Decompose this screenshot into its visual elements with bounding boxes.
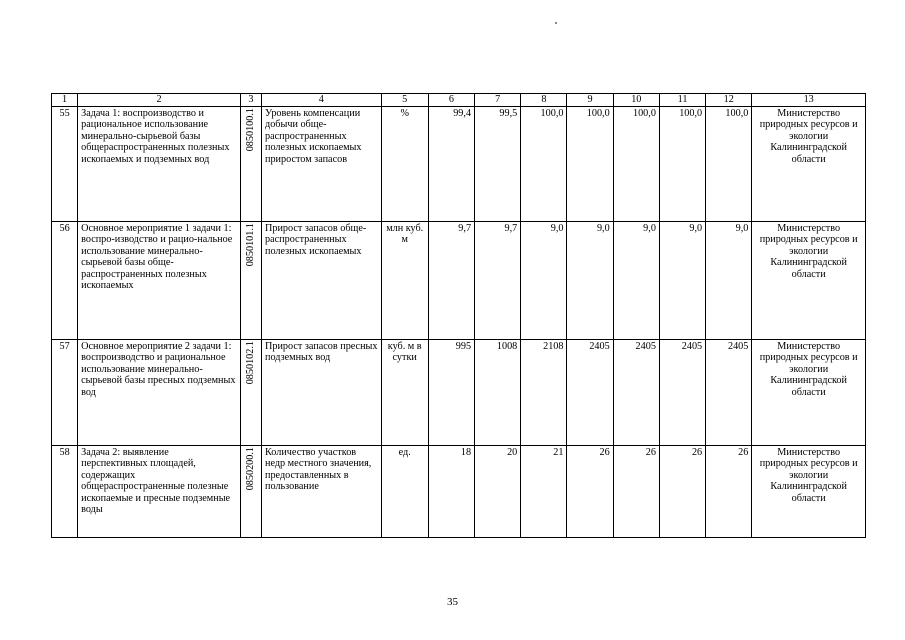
value-col-9: 9,0 xyxy=(567,222,613,340)
unit: млн куб. м xyxy=(381,222,428,340)
value-col-12: 100,0 xyxy=(706,107,752,222)
header-cell-2: 2 xyxy=(78,94,241,107)
responsible-org: Министерство природных ресурсов и экологии Калининградской области xyxy=(752,340,866,446)
value-col-12: 26 xyxy=(706,446,752,538)
header-cell-13: 13 xyxy=(752,94,866,107)
value-col-8: 21 xyxy=(521,446,567,538)
budget-code: 0850200.1 xyxy=(245,447,257,491)
header-cell-10: 10 xyxy=(613,94,659,107)
value-col-7: 9,7 xyxy=(475,222,521,340)
value-col-11: 9,0 xyxy=(659,222,705,340)
scan-speck xyxy=(555,22,557,24)
value-col-10: 2405 xyxy=(613,340,659,446)
value-col-8: 100,0 xyxy=(521,107,567,222)
row-number: 58 xyxy=(52,446,78,538)
indicator-name: Прирост запасов пресных подземных вод xyxy=(262,340,382,446)
value-col-11: 100,0 xyxy=(659,107,705,222)
responsible-org: Министерство природных ресурсов и экологии Калининградской области xyxy=(752,107,866,222)
value-col-6: 9,7 xyxy=(428,222,474,340)
value-col-10: 26 xyxy=(613,446,659,538)
unit: % xyxy=(381,107,428,222)
table-row xyxy=(52,222,866,340)
value-col-10: 100,0 xyxy=(613,107,659,222)
row-number: 55 xyxy=(52,107,78,222)
header-cell-5: 5 xyxy=(381,94,428,107)
table-row xyxy=(52,340,866,446)
row-number: 56 xyxy=(52,222,78,340)
value-col-7: 20 xyxy=(475,446,521,538)
header-cell-3: 3 xyxy=(240,94,261,107)
header-cell-11: 11 xyxy=(659,94,705,107)
code-cell xyxy=(240,340,261,446)
page-number: 35 xyxy=(447,596,458,608)
row-number: 57 xyxy=(52,340,78,446)
budget-code: 0850100.1 xyxy=(245,108,257,152)
value-col-9: 26 xyxy=(567,446,613,538)
header-cell-4: 4 xyxy=(262,94,382,107)
responsible-org: Министерство природных ресурсов и экологии Калининградской области xyxy=(752,222,866,340)
header-cell-6: 6 xyxy=(428,94,474,107)
budget-code: 0850102.1 xyxy=(245,341,257,385)
task-name: Основное мероприятие 1 задачи 1: воспро-изводство и рацио-нальное использование минерально-сырьевой базы обще-распространенных полезных ископаемых xyxy=(78,222,241,340)
task-name: Задача 1: воспроизводство и рациональное использование минерально-сырьевой базы общераспространенных полезных ископаемых и подземных вод xyxy=(78,107,241,222)
task-name: Основное мероприятие 2 задачи 1: воспроизводство и рациональное использование минерально-сырьевой базы пресных подземных вод xyxy=(78,340,241,446)
value-col-12: 2405 xyxy=(706,340,752,446)
budget-code: 0850101.1 xyxy=(245,223,257,267)
table-row xyxy=(52,107,866,222)
header-cell-7: 7 xyxy=(475,94,521,107)
header-row xyxy=(52,94,866,107)
value-col-11: 26 xyxy=(659,446,705,538)
code-cell xyxy=(240,446,261,538)
table-row xyxy=(52,446,866,538)
indicator-name: Уровень компенсации добычи обще-распространенных полезных ископаемых приростом запасов xyxy=(262,107,382,222)
task-name: Задача 2: выявление перспективных площадей, содержащих общераспространенные полезные ископаемые и пресные подземные воды xyxy=(78,446,241,538)
indicator-name: Количество участков недр местного значения, предоставленных в пользование xyxy=(262,446,382,538)
indicators-table xyxy=(51,93,866,538)
value-col-11: 2405 xyxy=(659,340,705,446)
header-cell-8: 8 xyxy=(521,94,567,107)
code-cell xyxy=(240,107,261,222)
value-col-9: 2405 xyxy=(567,340,613,446)
value-col-6: 99,4 xyxy=(428,107,474,222)
header-cell-1: 1 xyxy=(52,94,78,107)
unit: ед. xyxy=(381,446,428,538)
indicator-name: Прирост запасов обще-распространенных полезных ископаемых xyxy=(262,222,382,340)
value-col-9: 100,0 xyxy=(567,107,613,222)
code-cell xyxy=(240,222,261,340)
value-col-6: 995 xyxy=(428,340,474,446)
unit: куб. м в сутки xyxy=(381,340,428,446)
value-col-8: 9,0 xyxy=(521,222,567,340)
value-col-10: 9,0 xyxy=(613,222,659,340)
value-col-7: 99,5 xyxy=(475,107,521,222)
header-cell-9: 9 xyxy=(567,94,613,107)
value-col-7: 1008 xyxy=(475,340,521,446)
value-col-12: 9,0 xyxy=(706,222,752,340)
responsible-org: Министерство природных ресурсов и экологии Калининградской области xyxy=(752,446,866,538)
header-cell-12: 12 xyxy=(706,94,752,107)
value-col-6: 18 xyxy=(428,446,474,538)
value-col-8: 2108 xyxy=(521,340,567,446)
